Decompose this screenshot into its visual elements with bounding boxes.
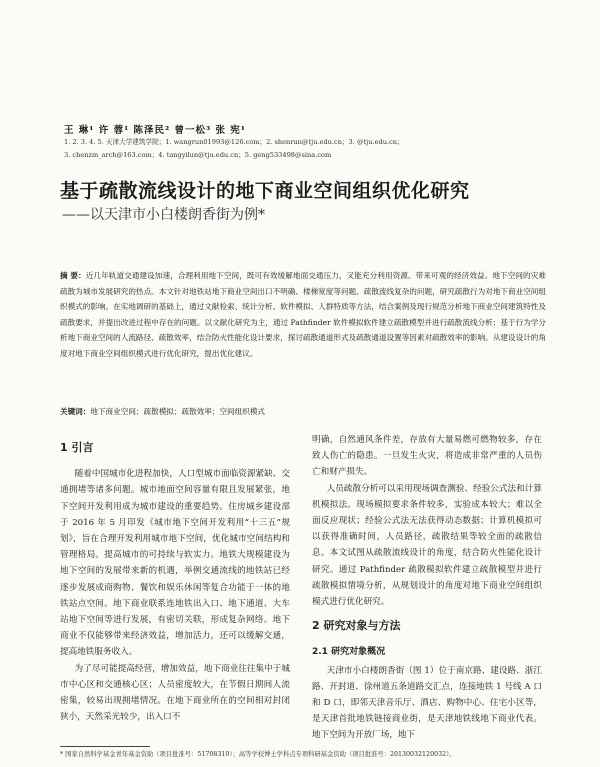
- affiliation-line: 1. 2. 3. 4. 5. 天津大学建筑学院；1. wangrun01993@126.com；2. shenrun@tju.edu.cn；3. @tju.edu.cn；: [64, 138, 404, 146]
- abstract: [60, 268, 546, 361]
- body-paragraph: 为了尽可能提高经营，增加效益，地下商业往往集中于城市中心区和交通核心区；人员密度较大，在节假日期间人流密集，较易出现拥堵情况。在地下商业所在的空间相对封闭狭小，天然采光较少，出入口不: [60, 663, 290, 723]
- funding-footnote: * 国家自然科学基金青年基金资助（项目批准号：51708310）；高等学校博士学科点专项科研基金资助（项目批准号：20130032120032）。: [60, 751, 456, 758]
- affiliation-line: 3. chenzm_arch@163.com；4. tangyilun@tju.edu.cn；5. geng533498@sina.com: [64, 151, 332, 159]
- footnote-divider: [60, 746, 150, 747]
- body-paragraph: 明确，自然通风条件差，存放有大量易燃可燃物较多，存在致人伤亡的隐患。一旦发生火灾，将造成非常严重的人员伤亡和财产损失。: [312, 435, 542, 478]
- paper-title: 基于疏散流线设计的地下商业空间组织优化研究: [60, 180, 470, 202]
- section-heading-introduction: 1 引言: [60, 441, 94, 454]
- keywords-text: 地下商业空间；疏散模拟；疏散效率；空间组织模式: [90, 407, 266, 416]
- body-column-left: [60, 432, 290, 725]
- subsection-heading-overview: 2.1 研究对象概况: [312, 647, 386, 658]
- abstract-label: 摘 要：: [60, 271, 86, 280]
- author-affiliations: [64, 136, 564, 162]
- author-list: 王 琳¹ 许 蓉¹ 陈泽民² 曾一松³ 张 宪¹: [64, 125, 246, 136]
- body-paragraph: 人员疏散分析可以采用现场调查测验、经验公式法和计算机模拟法。现场模拟要求条件较多，实验成本较大；难以全面反应现状；经验公式法无法获得动态数据；计算机模拟可以获得准确时间，人员路径，疏散结果等较全面的疏散信息。本文试图从疏散流线设计的角度，结合防火性能化设计研究。通过 Pathfinder 疏散模拟软件建立疏散模型并进行疏散模拟情境分析，从规划设计的角度对地下商业空间组织模式进行优化研究。: [312, 483, 542, 608]
- section-heading-methods: 2 研究对象与方法: [312, 619, 401, 633]
- body-paragraph: 天津市小白楼朗香街（图 1）位于南京路、建设路、浙江路、开封道、徐州道五条道路交汇点，连接地铁 1 号线 A 口和 D 口，即邻天津音乐厅、酒店、购物中心、住宅小区等，是天津首批地铁链接商业街，是天津地铁线地下商业代表。地下空间为开放厂场，地下: [312, 665, 542, 741]
- abstract-text: 近几年轨道交通建设加速，合理利用地下空间，既可有效缓解地面交通压力，又能充分利用资源。带来可观的经济效益。地下空间的灾难疏散为城市发展研究的热点。本文针对地铁站地下商业空间出口不明确、楼梯宽度等问题、疏散流线复杂的问题，研究疏散行为对地下商业空间组织模式的影响。在实地调研的基础上，通过文献检索、统计分析、软件模拟、人群特质等方法，结合案例及现行规范分析地下商业空间建筑特性及疏散要求，并提出改进过程中存在的问题。以文献化研究为主，通过 Pathfinder 软件模拟软件建立疏散模型并进行疏散流线分析；基于行为学分析地下商业空间的人流路径、疏散效率，结合防火性能化设计要求，探讨疏散通道形式及疏散通道设置等因素对疏散效率的影响。从建设设计的角度对地下商业空间组织模式进行优化研究，提出优化建议。: [60, 271, 546, 358]
- paper-subtitle: ——以天津市小白楼朗香街为例*: [62, 207, 265, 223]
- keywords: [60, 405, 546, 418]
- keywords-label: 关键词：: [60, 407, 91, 416]
- body-paragraph: 随着中国城市化进程加快，人口型城市面临资源紧缺、交通拥堵等诸多问题。城市地面空间容量有限且发展紧张，地下空间开发利用成为城市建设的重要趋势。住房城乡建设部于 2016 年 5 月印发《城市地下空间开发利用“十三五”规划》，旨在合理开发利用城市地下空间，优化城市空间结构和管理格局。提高城市的可持续与软实力。地铁大规模建设为地下空间的发展带来新的机遇，举例交通流线的地铁站已经逐步发展成商购物、餐饮和娱乐休闲等复合功能于一体的地铁站点空间。地下商业联系连地铁出入口、地下通道、大车站地下空间等进行发展，有密切关联，形成复杂网络。地下商业不仅能够带来经济效益，增加活力，还可以缓解交通，提高地铁服务收入。: [60, 469, 290, 658]
- body-column-right: [312, 432, 542, 744]
